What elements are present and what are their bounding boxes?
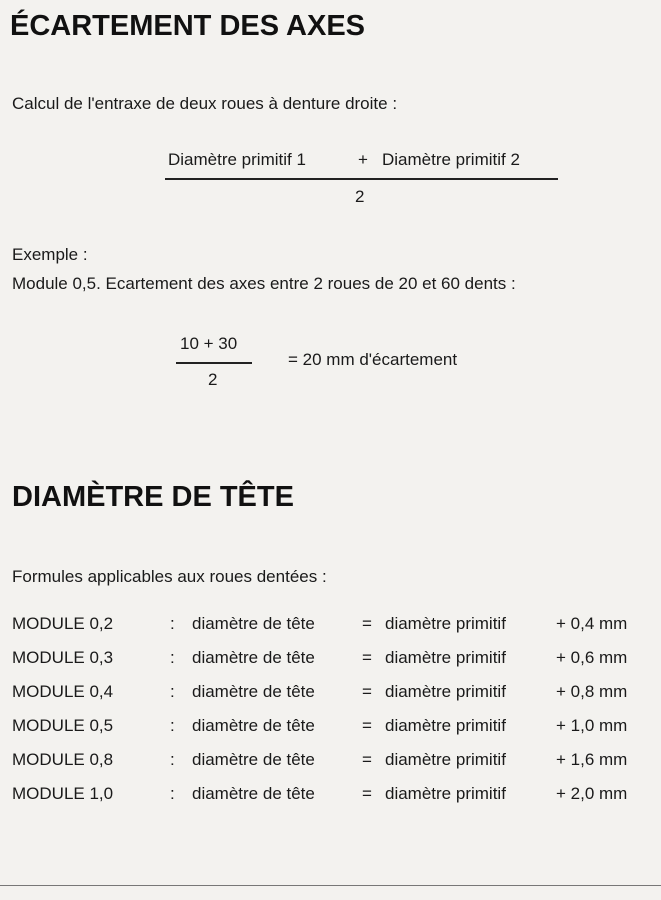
addend: + 0,6 mm (556, 648, 628, 667)
example-label: Exemple : (12, 245, 88, 264)
formula-term1: Diamètre primitif 1 (168, 150, 306, 169)
example-fraction-bar (176, 362, 252, 364)
equals: = (362, 750, 372, 769)
rhs: diamètre primitif (385, 716, 506, 735)
example-denominator: 2 (208, 370, 218, 389)
lhs: diamètre de tête (192, 784, 315, 803)
module-label: MODULE 1,0 (12, 784, 114, 803)
equals: = (362, 784, 372, 803)
separator: : (170, 682, 175, 701)
rhs: diamètre primitif (385, 682, 506, 701)
module-label: MODULE 0,8 (12, 750, 114, 769)
example-numerator: 10 + 30 (180, 334, 238, 353)
rhs: diamètre primitif (385, 614, 506, 633)
example-result: = 20 mm d'écartement (288, 350, 458, 369)
rhs: diamètre primitif (385, 784, 506, 803)
section-title-diametre: DIAMÈTRE DE TÊTE (12, 481, 294, 513)
module-label: MODULE 0,2 (12, 614, 114, 633)
bottom-divider (0, 885, 661, 886)
addend: + 1,0 mm (556, 716, 628, 735)
addend: + 0,8 mm (556, 682, 628, 701)
module-label: MODULE 0,5 (12, 716, 114, 735)
addend: + 1,6 mm (556, 750, 628, 769)
rhs: diamètre primitif (385, 750, 506, 769)
separator: : (170, 648, 175, 667)
module-label: MODULE 0,4 (12, 682, 114, 701)
equals: = (362, 614, 372, 633)
lhs: diamètre de tête (192, 614, 315, 633)
separator: : (170, 784, 175, 803)
intro-text: Calcul de l'entraxe de deux roues à denture droite : (12, 94, 398, 113)
separator: : (170, 614, 175, 633)
separator: : (170, 750, 175, 769)
lhs: diamètre de tête (192, 750, 315, 769)
equals: = (362, 648, 372, 667)
formula-denominator: 2 (355, 187, 365, 206)
rhs: diamètre primitif (385, 648, 506, 667)
example-text: Module 0,5. Ecartement des axes entre 2 roues de 20 et 60 dents : (12, 274, 516, 293)
equals: = (362, 682, 372, 701)
module-label: MODULE 0,3 (12, 648, 114, 667)
formula-plus: + (358, 150, 368, 169)
lhs: diamètre de tête (192, 716, 315, 735)
lhs: diamètre de tête (192, 648, 315, 667)
formula-term2: Diamètre primitif 2 (382, 150, 520, 169)
addend: + 0,4 mm (556, 614, 628, 633)
lhs: diamètre de tête (192, 682, 315, 701)
separator: : (170, 716, 175, 735)
equals: = (362, 716, 372, 735)
formulas-intro: Formules applicables aux roues dentées : (12, 567, 327, 586)
addend: + 2,0 mm (556, 784, 628, 803)
fraction-bar (165, 178, 558, 180)
section-title-ecartement: ÉCARTEMENT DES AXES (10, 10, 366, 42)
